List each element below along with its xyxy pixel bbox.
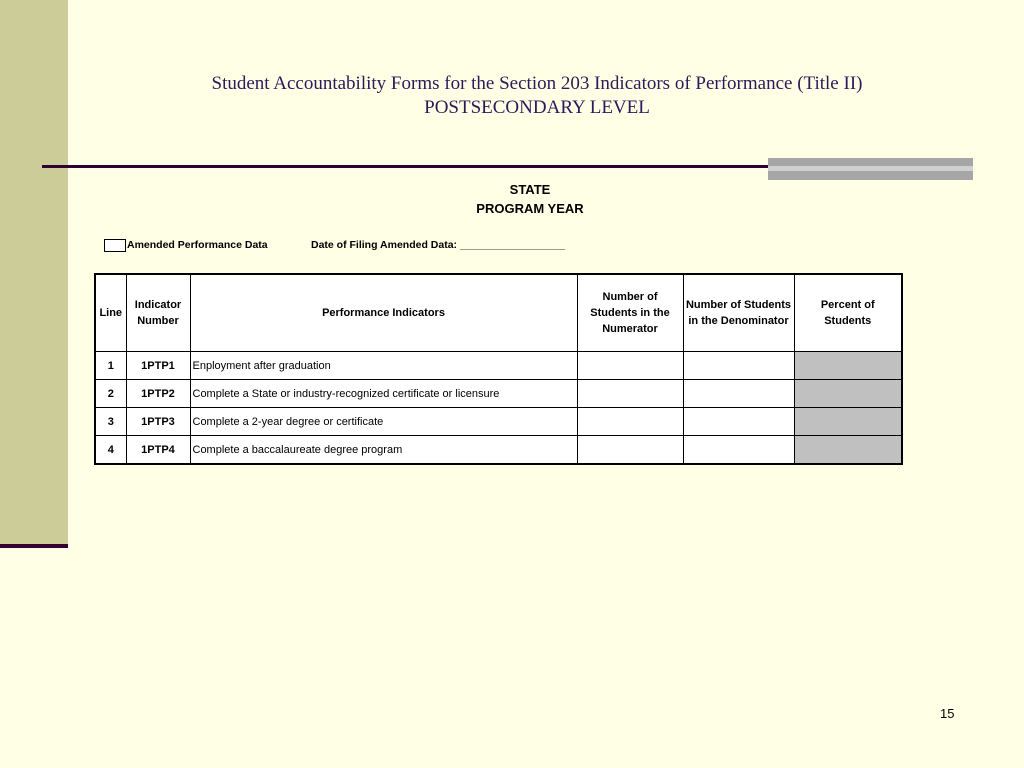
cell-indicator: 1PTP2 <box>126 380 190 408</box>
table-row <box>95 380 902 408</box>
divider-accent-block <box>768 158 973 180</box>
cell-line: 2 <box>95 380 126 408</box>
cell-denominator-input[interactable] <box>683 408 794 436</box>
cell-denominator-input[interactable] <box>683 352 794 380</box>
left-decor-line <box>0 544 68 548</box>
title-line-1: Student Accountability Forms for the Section 203 Indicators of Performance (Title II) <box>211 73 863 94</box>
header-numerator: Number of Students in the Numerator <box>577 274 683 352</box>
table-header-row <box>95 274 902 352</box>
cell-indicator: 1PTP1 <box>126 352 190 380</box>
amended-checkbox[interactable] <box>104 239 126 252</box>
cell-percent <box>794 408 902 436</box>
amended-label: Amended Performance Data <box>127 239 268 251</box>
table-row <box>95 352 902 380</box>
cell-description: Complete a State or industry-recognized certificate or licensure <box>190 380 577 408</box>
page-number: 15 <box>940 706 955 721</box>
header-denominator: Number of Students in the Denominator <box>683 274 794 352</box>
table-row <box>95 408 902 436</box>
cell-indicator: 1PTP4 <box>126 436 190 465</box>
title-line-2: POSTSECONDARY LEVEL <box>424 97 650 118</box>
cell-numerator-input[interactable] <box>577 408 683 436</box>
header-percent: Percent of Students <box>794 274 902 352</box>
cell-denominator-input[interactable] <box>683 436 794 465</box>
cell-percent <box>794 380 902 408</box>
slide-title <box>50 72 1024 120</box>
table-row <box>95 436 902 465</box>
cell-numerator-input[interactable] <box>577 436 683 465</box>
cell-denominator-input[interactable] <box>683 380 794 408</box>
header-line: Line <box>95 274 126 352</box>
cell-description: Complete a 2-year degree or certificate <box>190 408 577 436</box>
form-header <box>430 180 630 218</box>
header-indicator-number: Indicator Number <box>126 274 190 352</box>
cell-line: 4 <box>95 436 126 465</box>
cell-indicator: 1PTP3 <box>126 408 190 436</box>
header-performance-indicators: Performance Indicators <box>190 274 577 352</box>
cell-line: 3 <box>95 408 126 436</box>
state-label: STATE <box>509 182 551 197</box>
cell-percent <box>794 436 902 465</box>
cell-line: 1 <box>95 352 126 380</box>
performance-table <box>94 273 903 465</box>
program-year-label: PROGRAM YEAR <box>476 201 584 216</box>
filing-date-label: Date of Filing Amended Data: __________________ <box>311 239 566 251</box>
cell-numerator-input[interactable] <box>577 352 683 380</box>
cell-description: Complete a baccalaureate degree program <box>190 436 577 465</box>
cell-description: Enployment after graduation <box>190 352 577 380</box>
cell-numerator-input[interactable] <box>577 380 683 408</box>
cell-percent <box>794 352 902 380</box>
